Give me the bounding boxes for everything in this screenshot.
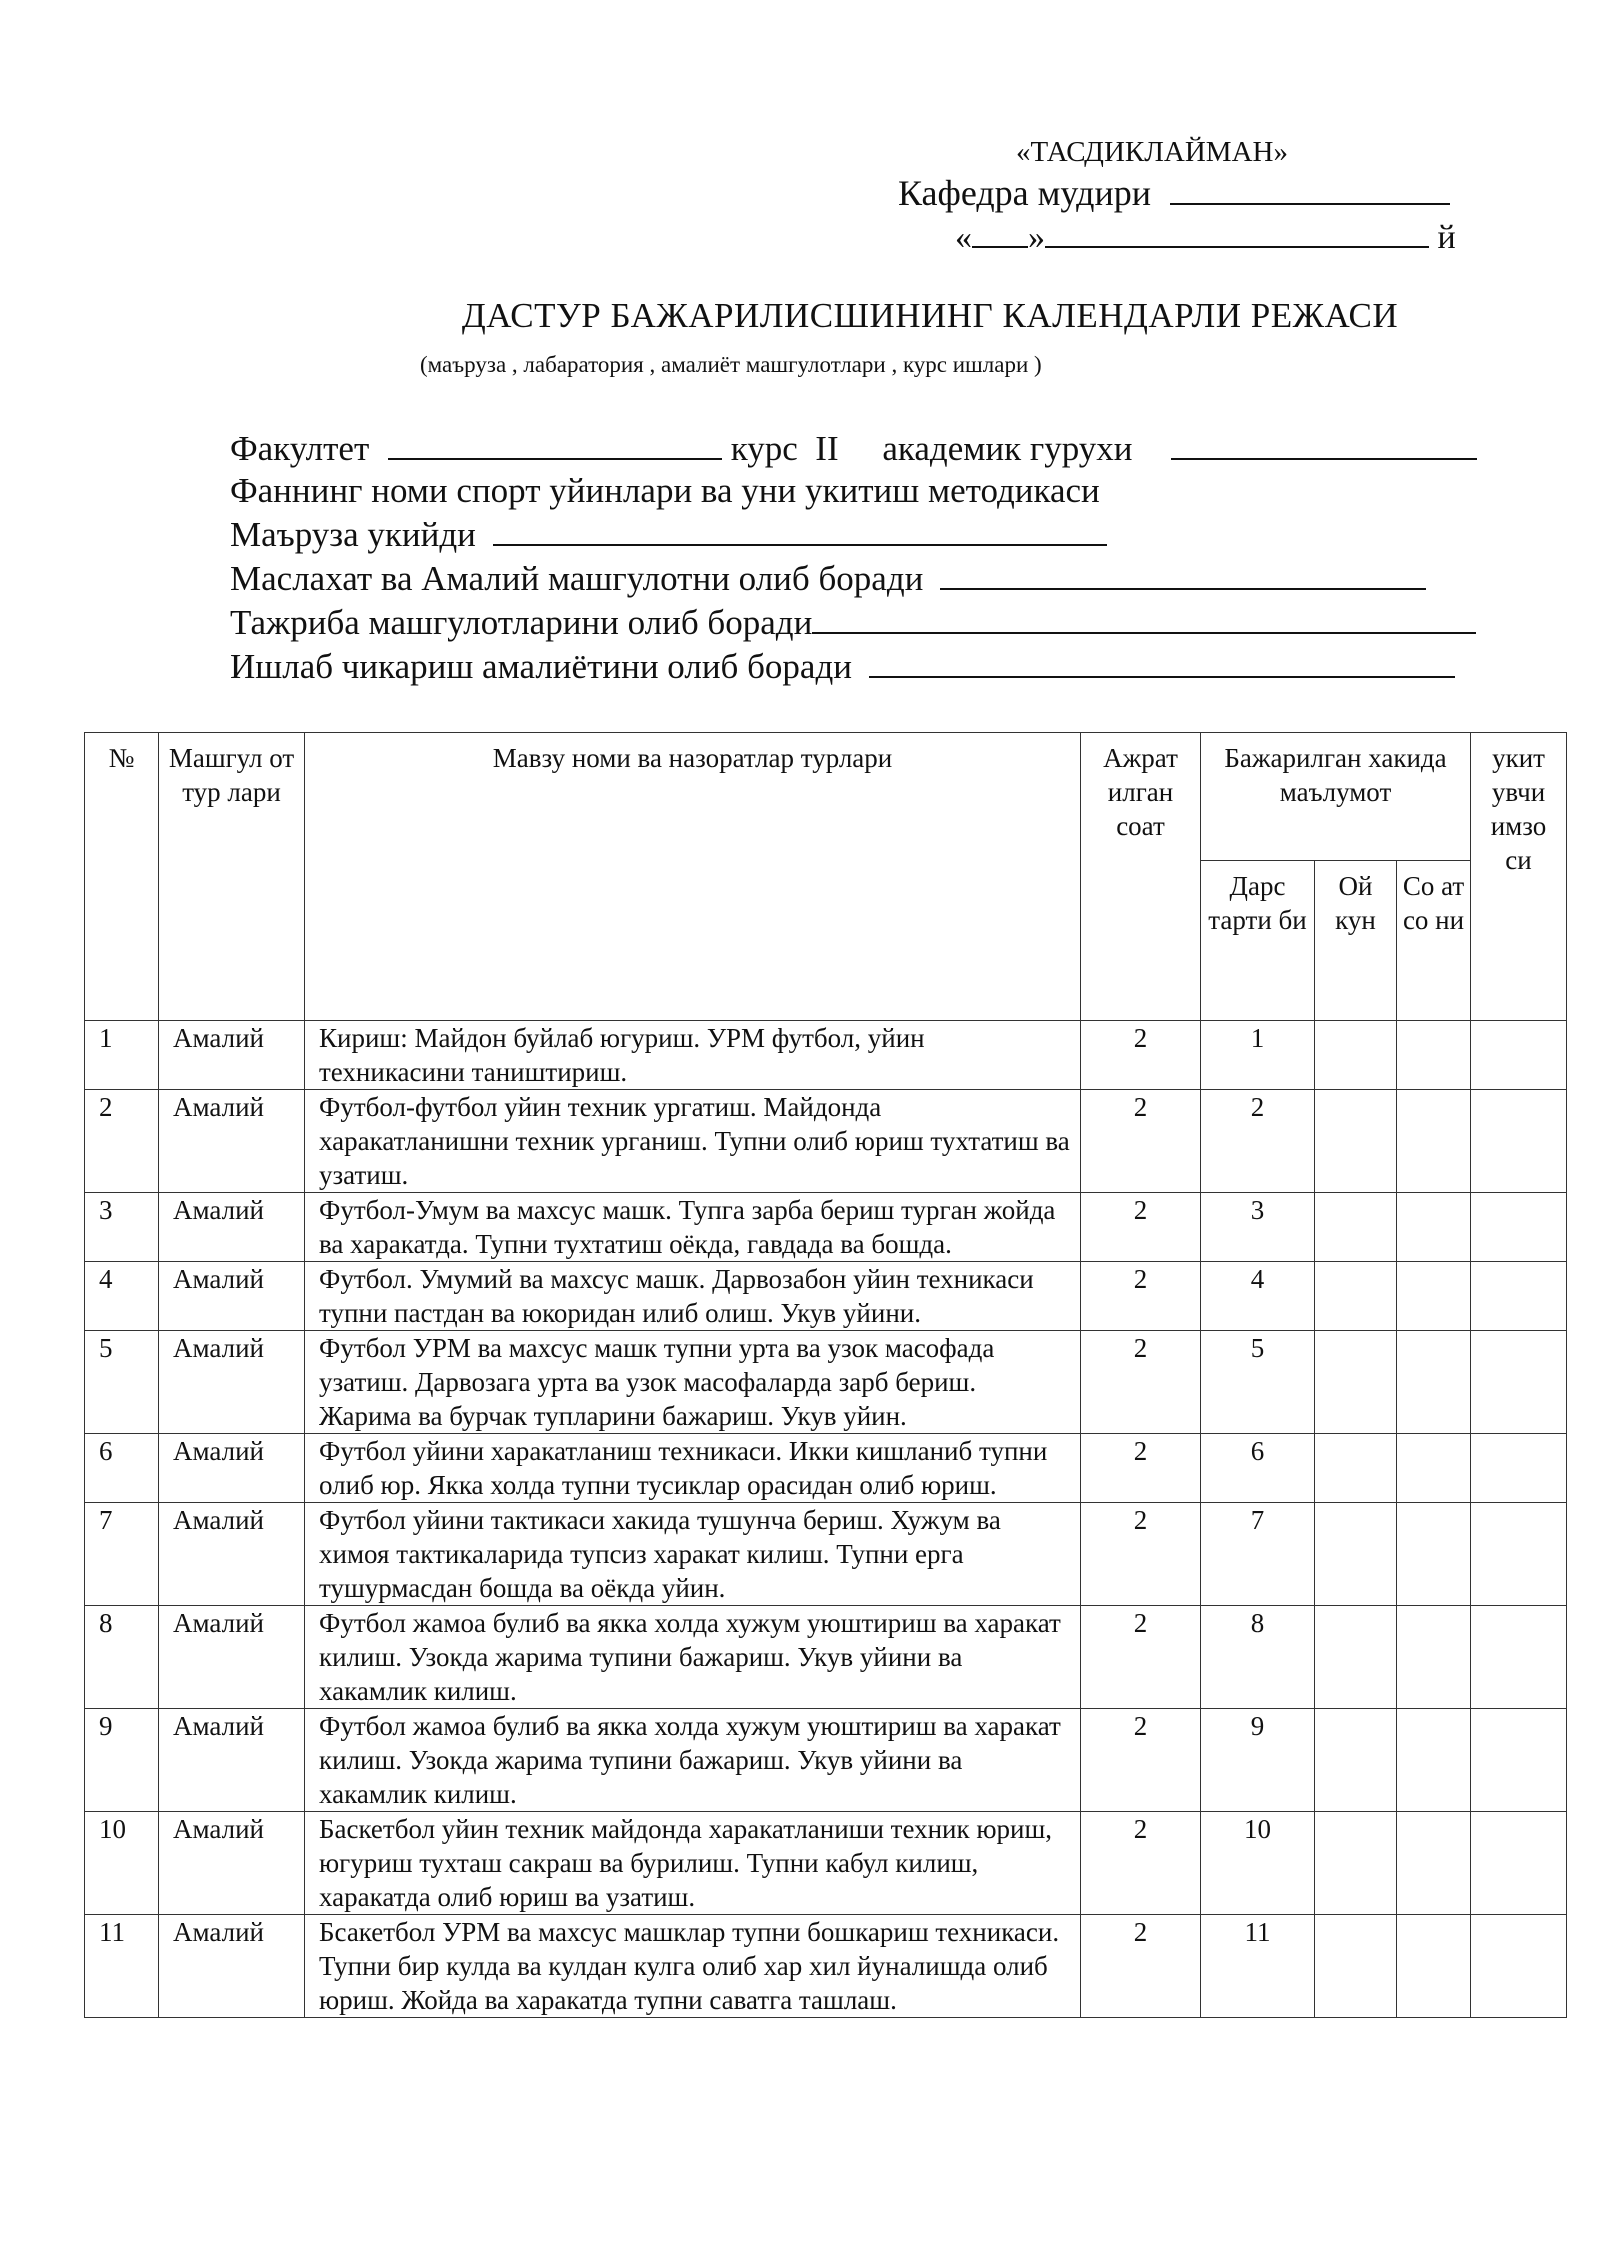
- table-row: [85, 1503, 1567, 1606]
- group-blank: [1171, 428, 1477, 460]
- department-head-label: Кафедра мудири: [898, 173, 1152, 213]
- table-row: [85, 1915, 1567, 2018]
- row-lesson-order: 3: [1201, 1193, 1315, 1262]
- date-month-blank: [1045, 218, 1429, 248]
- row-allocated-hours: 2: [1081, 1090, 1201, 1193]
- faculty-label: Факултет: [230, 429, 370, 468]
- row-number: 1: [85, 1021, 159, 1090]
- lab-blank: [812, 602, 1476, 634]
- row-allocated-hours: 2: [1081, 1709, 1201, 1812]
- row-month-day: [1315, 1021, 1397, 1090]
- table-row: [85, 1193, 1567, 1262]
- row-number: 10: [85, 1812, 159, 1915]
- row-number: 2: [85, 1090, 159, 1193]
- row-teacher-signature: [1471, 1021, 1567, 1090]
- row-lesson-order: 10: [1201, 1812, 1315, 1915]
- header-month-day: Ой кун: [1315, 861, 1397, 1021]
- row-allocated-hours: 2: [1081, 1434, 1201, 1503]
- row-topic: Баскетбол уйин техник майдонда харакатланиши техник юриш, югуриш тухташ сакраш ва бурилиш. Тупни кабул килиш, харакатда олиб юриш ва узатиш.: [305, 1812, 1081, 1915]
- row-hours-count: [1397, 1331, 1471, 1434]
- row-month-day: [1315, 1503, 1397, 1606]
- row-teacher-signature: [1471, 1434, 1567, 1503]
- row-teacher-signature: [1471, 1262, 1567, 1331]
- row-topic: Футбол жамоа булиб ва якка холда хужум уюштириш ва харакат килиш. Узокда жарима тупини бажариш. Укув уйини ва хакамлик килиш.: [305, 1606, 1081, 1709]
- practice-blank: [940, 558, 1426, 590]
- practice-label: Маслахат ва Амалий машгулотни олиб боради: [230, 559, 924, 598]
- table-row: [85, 1709, 1567, 1812]
- date-close-quote: »: [1028, 219, 1045, 256]
- row-hours-count: [1397, 1434, 1471, 1503]
- row-month-day: [1315, 1709, 1397, 1812]
- row-teacher-signature: [1471, 1090, 1567, 1193]
- row-lesson-order: 2: [1201, 1090, 1315, 1193]
- row-month-day: [1315, 1090, 1397, 1193]
- row-allocated-hours: 2: [1081, 1262, 1201, 1331]
- department-head-signature-blank: [1170, 173, 1450, 205]
- row-hours-count: [1397, 1193, 1471, 1262]
- document-subtitle: (маъруза , лабаратория , амалиёт машгулотлари , курс ишлари ): [420, 352, 1042, 377]
- row-hours-count: [1397, 1709, 1471, 1812]
- approval-date-line: [955, 218, 1456, 257]
- table-row: [85, 1090, 1567, 1193]
- row-teacher-signature: [1471, 1709, 1567, 1812]
- row-month-day: [1315, 1331, 1397, 1434]
- table-row: [85, 1262, 1567, 1331]
- row-topic: Футбол. Умумий ва махсус машк. Дарвозабон уйин техникаси тупни пастдан ва юкоридан илиб олиш. Укув уйини.: [305, 1262, 1081, 1331]
- row-lesson-type: Амалий: [159, 1503, 305, 1606]
- header-lesson-type: Машгул от тур лари: [159, 733, 305, 1021]
- row-number: 8: [85, 1606, 159, 1709]
- header-completed-info: Бажарилган хакида маълумот: [1201, 733, 1471, 861]
- production-line: [230, 646, 1455, 687]
- department-head-line: [898, 172, 1450, 214]
- row-topic: Футбол уйини тактикаси хакида тушунча бериш. Хужум ва химоя тактикаларида тупсиз харакат килиш. Тупни ерга тушурмасдан бошда ва оёкда уйин.: [305, 1503, 1081, 1606]
- approval-stamp: «ТАСДИКЛАЙМАН»: [1016, 136, 1288, 168]
- row-month-day: [1315, 1812, 1397, 1915]
- row-teacher-signature: [1471, 1606, 1567, 1709]
- row-lesson-type: Амалий: [159, 1262, 305, 1331]
- row-lesson-order: 6: [1201, 1434, 1315, 1503]
- row-topic: Футбол жамоа булиб ва якка холда хужум уюштириш ва харакат килиш. Узокда жарима тупини бажариш. Укув уйини ва хакамлик килиш.: [305, 1709, 1081, 1812]
- row-number: 11: [85, 1915, 159, 2018]
- date-day-blank: [972, 218, 1028, 248]
- row-teacher-signature: [1471, 1193, 1567, 1262]
- row-allocated-hours: 2: [1081, 1193, 1201, 1262]
- row-teacher-signature: [1471, 1331, 1567, 1434]
- row-lesson-type: Амалий: [159, 1090, 305, 1193]
- row-month-day: [1315, 1915, 1397, 2018]
- row-lesson-type: Амалий: [159, 1606, 305, 1709]
- row-lesson-order: 4: [1201, 1262, 1315, 1331]
- row-month-day: [1315, 1262, 1397, 1331]
- row-lesson-type: Амалий: [159, 1812, 305, 1915]
- row-hours-count: [1397, 1021, 1471, 1090]
- row-number: 3: [85, 1193, 159, 1262]
- course-group-label: курс II академик гурухи: [722, 429, 1133, 468]
- row-teacher-signature: [1471, 1812, 1567, 1915]
- row-lesson-type: Амалий: [159, 1193, 305, 1262]
- row-hours-count: [1397, 1503, 1471, 1606]
- lecturer-blank: [493, 514, 1107, 546]
- row-month-day: [1315, 1193, 1397, 1262]
- row-lesson-type: Амалий: [159, 1331, 305, 1434]
- row-topic: Футбол уйини харакатланиш техникаси. Икки кишланиб тупни олиб юр. Якка холда тупни тусиклар орасидан олиб юриш.: [305, 1434, 1081, 1503]
- table-row: [85, 1606, 1567, 1709]
- row-lesson-type: Амалий: [159, 1021, 305, 1090]
- lab-label: Тажриба машгулотларини олиб боради: [230, 603, 813, 642]
- production-blank: [869, 646, 1455, 678]
- row-allocated-hours: 2: [1081, 1331, 1201, 1434]
- faculty-line: [230, 428, 1477, 469]
- header-topic: Мавзу номи ва назоратлар турлари: [305, 733, 1081, 1021]
- practice-line: [230, 558, 1426, 599]
- row-lesson-order: 5: [1201, 1331, 1315, 1434]
- row-number: 5: [85, 1331, 159, 1434]
- row-lesson-type: Амалий: [159, 1434, 305, 1503]
- row-allocated-hours: 2: [1081, 1915, 1201, 2018]
- lab-line: [230, 602, 1476, 643]
- row-number: 7: [85, 1503, 159, 1606]
- row-lesson-order: 9: [1201, 1709, 1315, 1812]
- row-allocated-hours: 2: [1081, 1606, 1201, 1709]
- table-row: [85, 1434, 1567, 1503]
- production-label: Ишлаб чикариш амалиётини олиб боради: [230, 647, 852, 686]
- calendar-plan-table: [84, 732, 1567, 2018]
- row-hours-count: [1397, 1812, 1471, 1915]
- date-open-quote: «: [955, 219, 972, 256]
- row-lesson-order: 11: [1201, 1915, 1315, 2018]
- row-teacher-signature: [1471, 1503, 1567, 1606]
- header-allocated-hours: Ажрат илган соат: [1081, 733, 1201, 1021]
- header-lesson-order: Дарс тарти би: [1201, 861, 1315, 1021]
- row-allocated-hours: 2: [1081, 1503, 1201, 1606]
- row-lesson-order: 7: [1201, 1503, 1315, 1606]
- row-topic: Кириш: Майдон буйлаб югуриш. УРМ футбол, уйин техникасини таништириш.: [305, 1021, 1081, 1090]
- row-lesson-order: 1: [1201, 1021, 1315, 1090]
- table-row: [85, 1331, 1567, 1434]
- row-hours-count: [1397, 1915, 1471, 2018]
- row-hours-count: [1397, 1262, 1471, 1331]
- row-topic: Бсакетбол УРМ ва махсус машклар тупни бошкариш техникаси. Тупни бир кулда ва кулдан кулга олиб хар хил йуналишда олиб юриш. Жойда ва харакатда тупни саватга ташлаш.: [305, 1915, 1081, 2018]
- date-year-suffix: й: [1429, 219, 1456, 256]
- faculty-blank: [388, 428, 722, 460]
- row-lesson-type: Амалий: [159, 1709, 305, 1812]
- table-row: [85, 1021, 1567, 1090]
- row-teacher-signature: [1471, 1915, 1567, 2018]
- row-number: 6: [85, 1434, 159, 1503]
- row-number: 4: [85, 1262, 159, 1331]
- table-row: [85, 1812, 1567, 1915]
- row-topic: Футбол-футбол уйин техник ургатиш. Майдонда харакатланишни техник урганиш. Тупни олиб юриш тухтатиш ва узатиш.: [305, 1090, 1081, 1193]
- row-lesson-type: Амалий: [159, 1915, 305, 2018]
- document-title: ДАСТУР БАЖАРИЛИСШИНИНГ КАЛЕНДАРЛИ РЕЖАСИ: [461, 296, 1399, 335]
- subject-line: Фаннинг номи спорт уйинлари ва уни укитиш методикаси: [230, 471, 1100, 510]
- row-topic: Футбол-Умум ва махсус машк. Тупга зарба бериш турган жойда ва харакатда. Тупни тухтатиш оёкда, гавдада ва бошда.: [305, 1193, 1081, 1262]
- row-allocated-hours: 2: [1081, 1021, 1201, 1090]
- row-month-day: [1315, 1606, 1397, 1709]
- header-teacher-signature: укит увчи имзо си: [1471, 733, 1567, 1021]
- row-month-day: [1315, 1434, 1397, 1503]
- row-number: 9: [85, 1709, 159, 1812]
- row-hours-count: [1397, 1090, 1471, 1193]
- row-hours-count: [1397, 1606, 1471, 1709]
- header-hours-count: Со ат со ни: [1397, 861, 1471, 1021]
- lecturer-line: [230, 514, 1107, 555]
- row-allocated-hours: 2: [1081, 1812, 1201, 1915]
- lecturer-label: Маъруза укийди: [230, 515, 476, 554]
- row-topic: Футбол УРМ ва махсус машк тупни урта ва узок масофада узатиш. Дарвозага урта ва узок масофаларда зарб бериш. Жарима ва бурчак тупларини бажариш. Укув уйин.: [305, 1331, 1081, 1434]
- header-number: №: [85, 733, 159, 1021]
- row-lesson-order: 8: [1201, 1606, 1315, 1709]
